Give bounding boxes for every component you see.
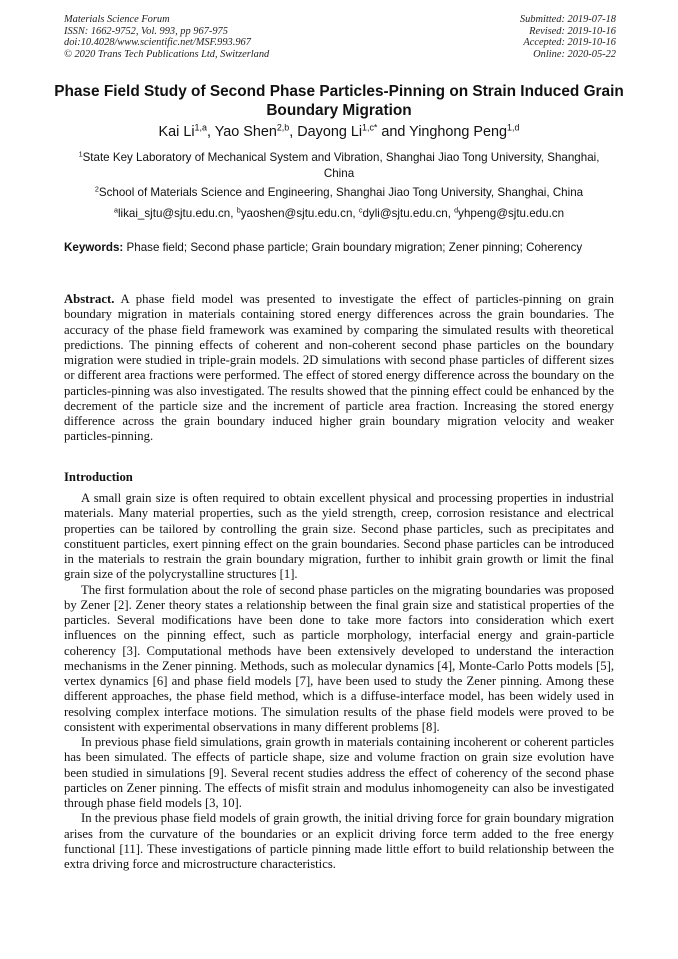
email-mark: d [454,205,459,215]
author-emails [40,206,638,221]
author-affiliation-mark: 2,b [276,122,290,133]
author-name: Yao Shen [214,124,277,140]
author-affiliation-mark: 1,d [507,122,520,133]
email-address: likai_sjtu@sjtu.edu.cn [117,207,231,220]
author-affiliation-mark: 1,c* [362,122,378,133]
author [297,124,409,140]
author-separator: , [206,124,215,140]
introduction-body [64,491,614,872]
date-accepted: Accepted: 2019-10-16 [523,37,616,49]
email-mark: a [113,205,118,215]
author-separator: , [289,124,298,140]
affiliation [70,150,608,181]
keywords-label: Keywords: [64,241,124,254]
email [359,207,454,220]
email-separator: , [230,207,237,220]
abstract [64,292,614,445]
paragraph: A small grain size is often required to obtain excellent physical and processing properties in industrial materials. Many material properties, such as the yield strength, creep, corrosion resistance and electrical properties can be tailored by controlling the grain size. Second phase particles, such as precipitates and constituent particles, exert pinning effect on the grain boundaries. Second phase particles can be introduced in the materials to restrain the grain boundary migration, further to inhibit grain growth or limit the final grain size of the polycrystalline structures [1]. [64,491,614,582]
author [409,124,519,140]
affiliation-text: State Key Laboratory of Mechanical System and Vibration, Shanghai Jiao Tong University, Shanghai, China [82,151,600,180]
author-separator: and [377,124,410,140]
author-affiliation-mark: 1,a [194,122,207,133]
paper-title: Phase Field Study of Second Phase Particles-Pinning on Strain Induced Grain Boundary Migration [54,83,624,119]
email [114,207,237,220]
author-list [40,123,638,142]
paragraph: In the previous phase field models of grain growth, the initial driving force for grain boundary migration arises from the curvature of the boundaries or an explicit driving force term added to the free energy functional [11]. These investigations of particle pinning made little effort to build relationship between the extra driving force and microstructure characteristics. [64,811,614,871]
journal-issn: ISSN: 1662-9752, Vol. 993, pp 967-975 [64,25,228,37]
email-mark: c [358,205,363,215]
author-name: Kai Li [158,124,195,140]
publication-dates [520,14,616,60]
author-name: Yinghong Peng [409,124,508,140]
paragraph: The first formulation about the role of second phase particles on the migrating boundaries was proposed by Zener [2]. Zener theory states a relationship between the final grain size and statistical properties of the particles. Several modifications have been done to take more factors into consideration which exert influences on the pinning effect, such as particle morphology, interfacial energy and grain-particle coherency [3]. Computational methods have been extensively developed to understand the interaction mechanisms in the Zener pinning. Methods, such as molecular dynamics [4], Monte-Carlo Potts models [5], vertex dynamics [6] and phase field models [7], have been used to study the Zener pinning. Among these different approaches, the phase field method, which is a diffuse-interface model, has been widely used in resolving complex interface motions. The simulation results of the phase field models were proved to be consistent with experimental observations in many different problems [8]. [64,582,614,734]
affiliation-text: School of Materials Science and Engineering, Shanghai Jiao Tong University, Shanghai, China [98,186,584,199]
affiliation [70,185,608,201]
author [215,124,298,140]
email [454,207,564,220]
author [159,124,215,140]
keywords-text: Phase field; Second phase particle; Grain boundary migration; Zener pinning; Coherency [126,241,583,254]
journal-doi: doi:10.4028/www.scientific.net/MSF.993.967 [64,37,251,49]
affiliation-mark: 2 [94,184,99,194]
email [237,207,359,220]
affiliation-mark: 1 [78,149,83,159]
email-address: yaoshen@sjtu.edu.cn [240,207,353,220]
email-mark: b [236,205,241,215]
email-separator: , [447,207,455,220]
abstract-text: A phase field model was presented to investigate the effect of particles-pinning on grain boundary migration in materials containing stored energy differences across the grain boundaries. The accuracy of the phase field framework was examined by comparing the simulated results with theoretical predictions. The pinning effects of coherent and non-coherent second phase particles on the boundary migration were studied in triple-grain models. 2D simulations with second phase particles of different sizes or different area fractions were performed. The effect of stored energy difference across the boundary on the particles-pinning was also investigated. The results showed that the pinning effect could be enhanced by the decrement of the particle size and the increment of particle area fraction. Increasing the stored energy difference across the grain boundary induced higher grain boundary migration velocity and weaker particles-pinning. [64,292,614,444]
date-revised: Revised: 2019-10-16 [529,25,616,37]
email-address: dyli@sjtu.edu.cn [362,207,448,220]
paragraph: In previous phase field simulations, grain growth in materials containing incoherent or coherent particles has been simulated. The effects of particle shape, size and volume fraction on grain size evolution have been studied in simulations [9]. Several recent studies address the effect of coherency of the second phase particles on Zener pinning. The effects of misfit strain and modulus inhomogeneity can also be investigated through phase field models [3, 10]. [64,735,614,810]
author-name: Dayong Li [297,124,363,140]
date-submitted: Submitted: 2019-07-18 [519,14,616,25]
email-address: yhpeng@sjtu.edu.cn [458,207,565,220]
keywords [64,240,614,255]
date-online: Online: 2020-05-22 [533,48,616,60]
email-separator: , [352,207,359,220]
journal-copyright: © 2020 Trans Tech Publications Ltd, Switzerland [64,48,270,60]
abstract-label: Abstract. [64,292,115,306]
journal-name: Materials Science Forum [64,14,170,25]
journal-info [64,14,269,60]
section-heading-introduction: Introduction [64,470,133,484]
